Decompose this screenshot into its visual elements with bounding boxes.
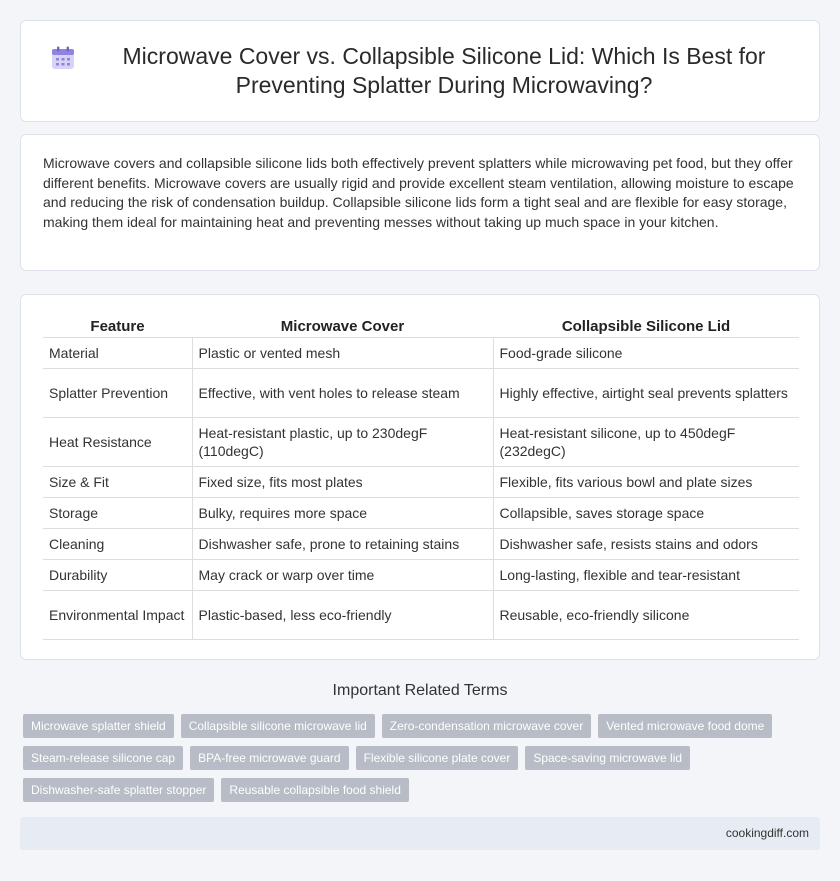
page-title: Microwave Cover vs. Collapsible Silicone Lid: Which Is Best for Preventing Splatter During Microwaving? — [122, 43, 766, 98]
calendar-icon — [50, 45, 76, 71]
feature-cell: Size & Fit — [43, 467, 192, 498]
related-term-tag[interactable]: Flexible silicone plate cover — [356, 746, 519, 770]
silicone-lid-cell: Heat-resistant silicone, up to 450degF (232degC) — [493, 418, 799, 467]
table-row — [43, 529, 799, 560]
column-header-silicone-lid: Collapsible Silicone Lid — [493, 312, 799, 338]
related-term-tag[interactable]: Collapsible silicone microwave lid — [181, 714, 375, 738]
silicone-lid-cell: Collapsible, saves storage space — [493, 498, 799, 529]
column-header-feature: Feature — [43, 312, 192, 338]
microwave-cover-cell: Dishwasher safe, prone to retaining stains — [192, 529, 493, 560]
microwave-cover-cell: May crack or warp over time — [192, 560, 493, 591]
microwave-cover-cell: Effective, with vent holes to release steam — [192, 369, 493, 418]
microwave-cover-cell: Heat-resistant plastic, up to 230degF (110degC) — [192, 418, 493, 467]
related-term-tag[interactable]: Space-saving microwave lid — [525, 746, 690, 770]
tag-row — [23, 778, 823, 802]
microwave-cover-cell: Plastic-based, less eco-friendly — [192, 591, 493, 640]
silicone-lid-cell: Long-lasting, flexible and tear-resistant — [493, 560, 799, 591]
related-terms-tags — [23, 714, 823, 810]
table-row — [43, 338, 799, 369]
comparison-table — [43, 312, 799, 640]
feature-cell: Cleaning — [43, 529, 192, 560]
footer — [20, 817, 820, 850]
related-term-tag[interactable]: Steam-release silicone cap — [23, 746, 183, 770]
feature-cell: Material — [43, 338, 192, 369]
header-card — [20, 20, 820, 122]
silicone-lid-cell: Dishwasher safe, resists stains and odors — [493, 529, 799, 560]
table-row — [43, 418, 799, 467]
feature-cell: Environmental Impact — [43, 591, 192, 640]
intro-paragraph: Microwave covers and collapsible silicone lids both effectively prevent splatters while microwaving pet food, but they offer different benefits. Microwave covers are usually rigid and provide excellent steam ventilation, allowing moisture to escape and reducing the risk of condensation buildup. Collapsible silicone lids form a tight seal and are flexible for easy storage, making them ideal for maintaining heat and preventing messes without taking up much space in your kitchen. — [43, 155, 794, 230]
microwave-cover-cell: Bulky, requires more space — [192, 498, 493, 529]
footer-site-link[interactable]: cookingdiff.com — [725, 826, 809, 840]
table-row — [43, 560, 799, 591]
related-terms-title: Important Related Terms — [332, 682, 508, 699]
column-header-microwave-cover: Microwave Cover — [192, 312, 493, 338]
silicone-lid-cell: Flexible, fits various bowl and plate sizes — [493, 467, 799, 498]
silicone-lid-cell: Reusable, eco-friendly silicone — [493, 591, 799, 640]
related-term-tag[interactable]: BPA-free microwave guard — [190, 746, 349, 770]
feature-cell: Splatter Prevention — [43, 369, 192, 418]
header-inner — [50, 42, 790, 100]
table-row — [43, 591, 799, 640]
table-row — [43, 369, 799, 418]
feature-cell: Heat Resistance — [43, 418, 192, 467]
table-row — [43, 467, 799, 498]
microwave-cover-cell: Fixed size, fits most plates — [192, 467, 493, 498]
table-row — [43, 498, 799, 529]
related-term-tag[interactable]: Microwave splatter shield — [23, 714, 174, 738]
silicone-lid-cell: Food-grade silicone — [493, 338, 799, 369]
tag-row — [23, 746, 823, 770]
related-term-tag[interactable]: Dishwasher-safe splatter stopper — [23, 778, 214, 802]
microwave-cover-cell: Plastic or vented mesh — [192, 338, 493, 369]
intro-card — [20, 134, 820, 271]
related-term-tag[interactable]: Zero-condensation microwave cover — [382, 714, 591, 738]
comparison-table-card — [20, 294, 820, 660]
feature-cell: Durability — [43, 560, 192, 591]
related-term-tag[interactable]: Reusable collapsible food shield — [221, 778, 408, 802]
related-term-tag[interactable]: Vented microwave food dome — [598, 714, 772, 738]
silicone-lid-cell: Highly effective, airtight seal prevents splatters — [493, 369, 799, 418]
tag-row — [23, 714, 823, 738]
table-header-row — [43, 312, 799, 338]
feature-cell: Storage — [43, 498, 192, 529]
